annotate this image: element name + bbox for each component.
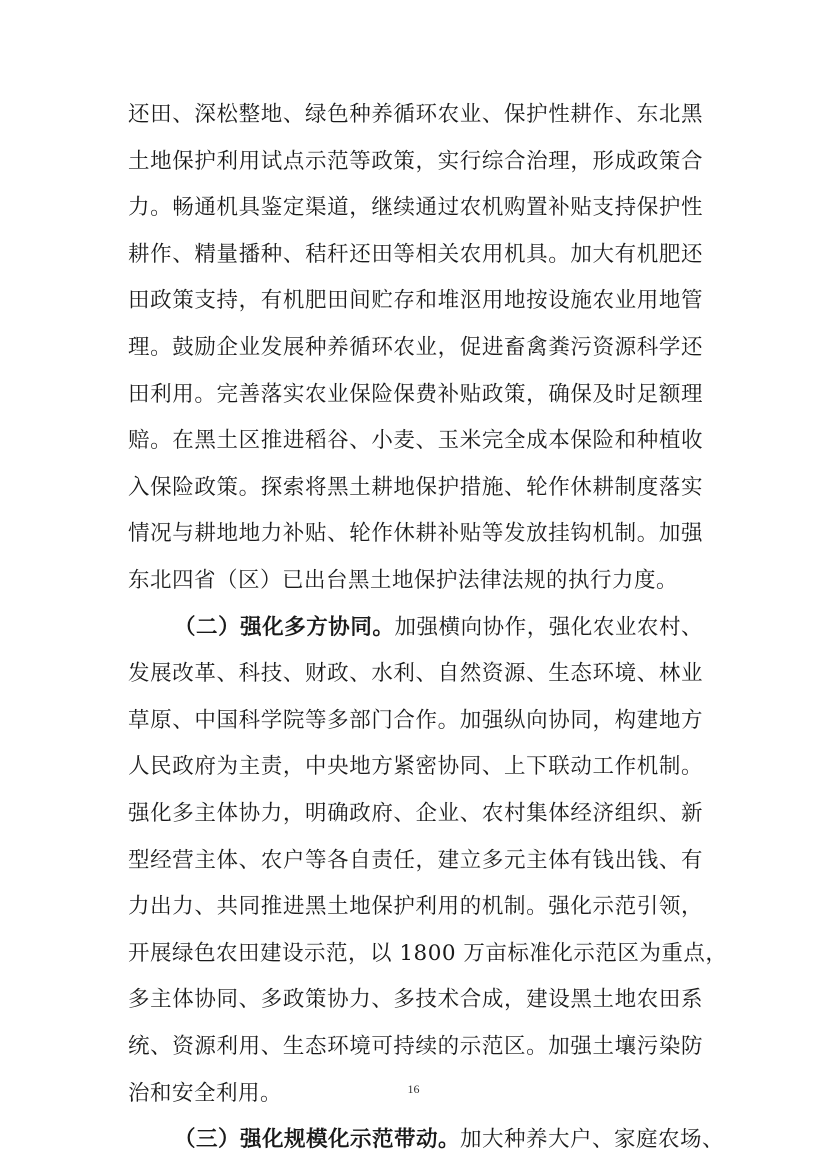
- text-line: 统、资源利用、生态环境可持续的示范区。加强土壤污染防: [128, 1034, 703, 1059]
- text-line: 开展绿色农田建设示范，以 1800 万亩标准化示范区为重点，: [128, 940, 728, 966]
- section-heading: （二）强化多方协同。: [174, 614, 395, 640]
- text-line: 强化多主体协力，明确政府、企业、农村集体经济组织、新: [128, 801, 703, 826]
- text-line: 情况与耕地地力补贴、轮作休耕补贴等发放挂钩机制。加强: [128, 521, 703, 547]
- section-heading: （三）强化规模化示范带动。: [174, 1127, 461, 1153]
- text-span: 加大种养大户、家庭农场、: [460, 1127, 725, 1153]
- text-line: 人民政府为主责，中央地方紧密协同、上下联动工作机制。: [128, 754, 703, 780]
- text-line: 发展改革、科技、财政、水利、自然资源、生态环境、林业: [128, 661, 703, 687]
- text-line: 耕作、精量播种、秸秆还田等相关农用机具。加大有机肥还: [128, 241, 703, 267]
- text-line: 多主体协同、多政策协力、多技术合成，建设黑土地农田系: [128, 987, 703, 1013]
- text-line: 治和安全利用。: [128, 1080, 283, 1106]
- page-number: 16: [407, 1082, 420, 1096]
- text-span: 加强横向协作，强化农业农村、: [394, 614, 703, 640]
- text-line: 型经营主体、农户等各自责任，建立多元主体有钱出钱、有: [128, 847, 703, 873]
- text-line: 理。鼓励企业发展种养循环农业，促进畜禽粪污资源科学还: [128, 335, 703, 360]
- text-line: 东北四省（区）已出台黑土地保护法律法规的执行力度。: [128, 568, 679, 593]
- text-line: 赔。在黑土区推进稻谷、小麦、玉米完全成本保险和种植收: [128, 428, 703, 454]
- text-line: 田利用。完善落实农业保险保费补贴政策，确保及时足额理: [128, 381, 703, 407]
- text-line: 力。畅通机具鉴定渠道，继续通过农机购置补贴支持保护性: [128, 195, 703, 221]
- paragraph-first-line: [174, 605, 703, 652]
- text-line: 草原、中国科学院等多部门合作。加强纵向协同，构建地方: [128, 707, 703, 733]
- text-line: 土地保护利用试点示范等政策，实行综合治理，形成政策合: [128, 148, 703, 174]
- text-line: 力出力、共同推进黑土地保护利用的机制。强化示范引领，: [128, 894, 703, 920]
- text-line: 还田、深松整地、绿色种养循环农业、保护性耕作、东北黑: [128, 102, 703, 127]
- text-line: 入保险政策。探索将黑土耕地保护措施、轮作休耕制度落实: [128, 474, 703, 500]
- text-line: 田政策支持，有机肥田间贮存和堆沤用地按设施农业用地管: [128, 288, 703, 314]
- paragraph-first-line: [174, 1117, 725, 1164]
